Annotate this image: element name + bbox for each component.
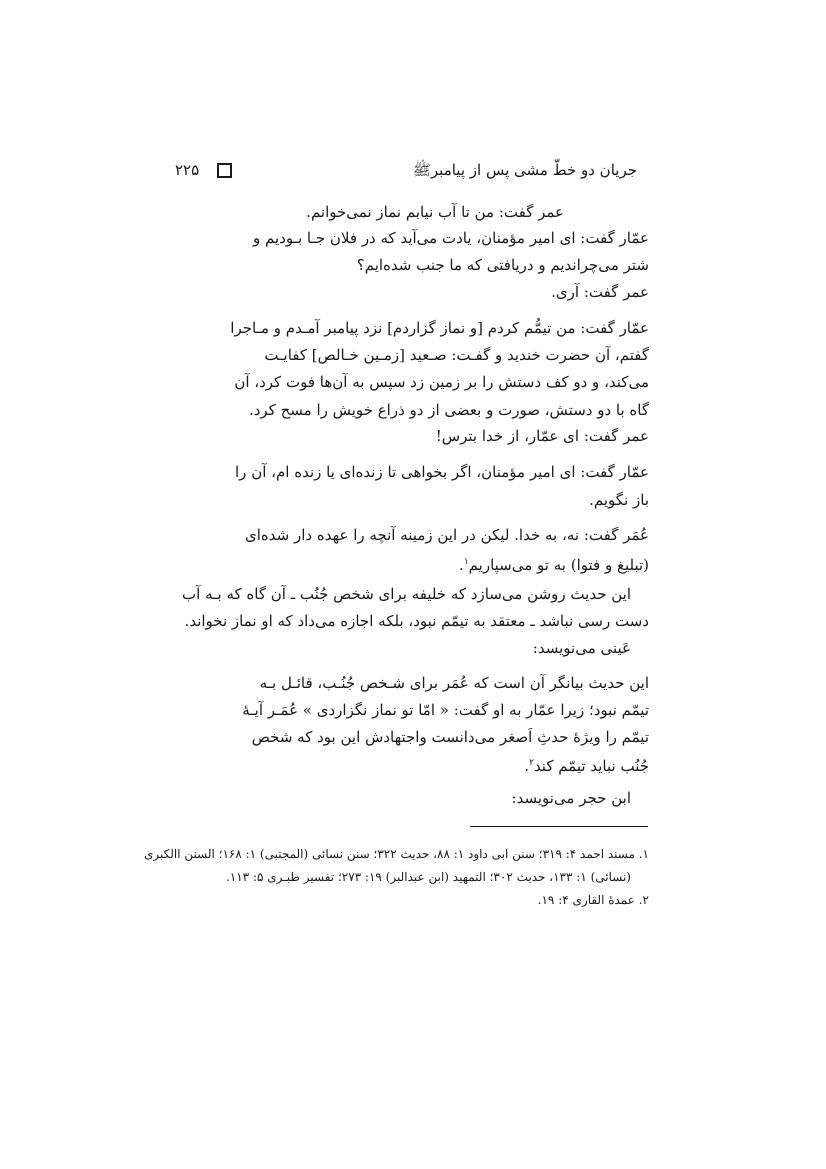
body-line: دست رسی نباشد ـ معتقد به تیمّم نبود، بلکه اجازه می‌داد که او نماز نخواند.	[184, 612, 649, 630]
body-line: عمّار گفت: من تیمُّم کردم [و نماز گزاردم] نزد پیامبر آمـدم و مـاجرا	[230, 319, 649, 337]
running-header	[175, 158, 645, 182]
header-title: جریان دو خطّ مشی پس از پیامبرﷺ	[412, 161, 637, 179]
body-line: تیمّم نبود؛ زیرا عمّار به او گفت: « امّا تو نماز نگزاردی » عُمَـر آیـهٔ	[242, 701, 649, 719]
body-line: این حدیث روشن می‌سازد که خلیفه برای شخص جُنُب ـ آن گاه که بـه آب	[182, 585, 631, 603]
footnote-divider	[470, 826, 648, 827]
body-line: (تبلیغ و فتوا) به تو می‌سپاریم$^۱$.	[459, 556, 649, 574]
footnote: ۱. مسند احمد ۴: ۳۱۹؛ سنن ابی داود ۱: ۸۸، حدیث ۳۲۲؛ سنن نسائی (المجتبی) ۱: ۱۶۸؛ السنن االکبری	[143, 847, 649, 861]
body-line: جُنُب نباید تیمّم کند$^۲$.	[524, 757, 649, 775]
footnote-ref: ۲	[529, 758, 534, 768]
body-line: گفتم، آن حضرت خندید و گفـت: صـعید [زمـین خـالص] کفایـت	[264, 346, 649, 364]
body-line: می‌کند، و دو کف دستش را بر زمین زد سپس به آن‌ها فوت کرد، آن	[234, 373, 649, 391]
body-line: عمر گفت: من تا آب نیابم نماز نمی‌خوانم.	[306, 203, 564, 221]
page-number: ۲۲۵	[175, 161, 200, 179]
body-line: گاه با دو دستش، صورت و بعضی از دو ذراع خویش را مسح کرد.	[248, 401, 649, 419]
footnote-ref: ۱	[463, 557, 469, 567]
body-line: عمّار گفت: ای امیر مؤمنان، اگر بخواهی تا زنده‌ای یا زنده ام، آن را	[235, 463, 649, 481]
body-line: عمر گفت: ای عمّار، از خدا بترس!	[435, 427, 649, 445]
footnote: ۲. عمدهٔ القاری ۴: ۱۹.	[537, 893, 649, 907]
body-line: این حدیث بیانگر آن است که عُمَر برای شـخص جُنُـب، قائـل بـه	[259, 674, 649, 692]
body-line: عَینی می‌نویسد:	[532, 639, 631, 657]
body-line: تیمّم را ویژهٔ حدثِ اَصغر می‌دانست واجتهادش این بود که شخص	[251, 728, 649, 746]
body-line: عُمَر گفت: نه، به خدا. لیکن در این زمینه آنچه را عهده دار شده‌ای	[245, 526, 649, 544]
footnote: (نسائی) ۱: ۱۳۳، حدیث ۳۰۲؛ التمهید (ابن عبدالبر) ۱۹: ۲۷۳؛ تفسیر طبـری ۵: ۱۱۳.	[225, 870, 631, 884]
square-ornament-icon	[217, 163, 232, 178]
body-line: باز نگویم.	[589, 491, 649, 509]
body-line: عمر گفت: آری.	[551, 283, 649, 301]
body-line: شتر می‌چراندیم و دریافتی که ما جنب شده‌ایم؟	[356, 256, 649, 274]
body-line: عمّار گفت: ای امیر مؤمنان، یادت می‌آید که در فلان جـا بـودیم و	[252, 229, 649, 247]
body-line: ابن حجر می‌نویسد:	[511, 789, 631, 807]
